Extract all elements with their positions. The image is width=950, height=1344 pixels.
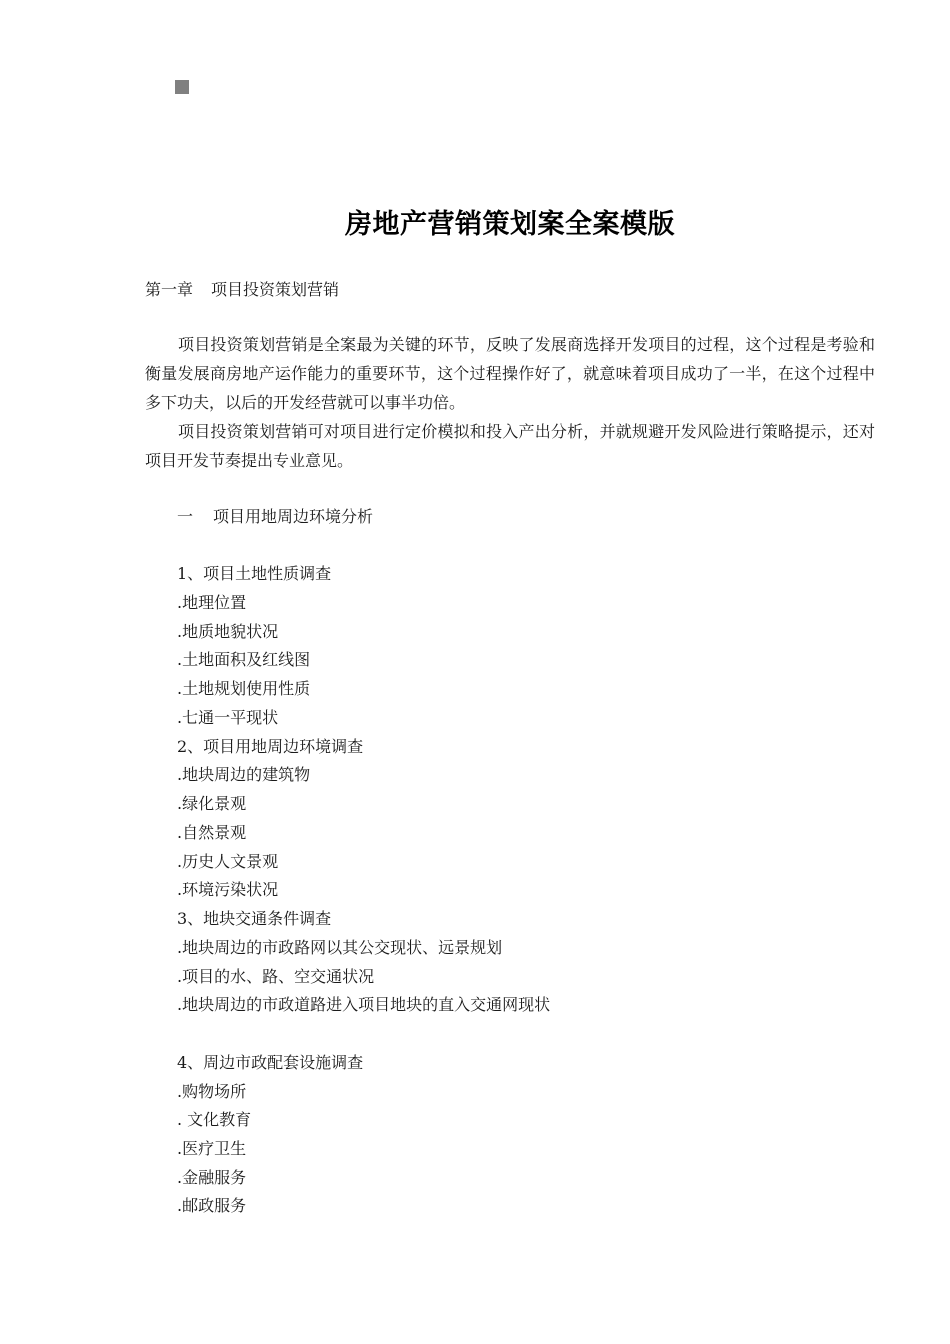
chapter-number: 第一章: [145, 280, 194, 299]
bullet-square-icon: [175, 80, 189, 94]
paragraph: 项目投资策划营销可对项目进行定价模拟和投入产出分析，并就规避开发风险进行策略提示，还对项目开发节奏提出专业意见。: [145, 422, 875, 470]
document-title: 房地产营销策划案全案模版: [345, 209, 675, 240]
list-item: .土地面积及红线图: [177, 650, 311, 669]
list-item: .历史人文景观: [177, 852, 279, 871]
list-item: .项目的水、路、空交通状况: [177, 967, 375, 986]
list-item: .购物场所: [177, 1082, 247, 1101]
chapter-heading: [145, 277, 339, 300]
list-item: .地块周边的建筑物: [177, 765, 311, 784]
list-item: .自然景观: [177, 823, 247, 842]
section-heading: [177, 507, 373, 527]
list-item: .医疗卫生: [177, 1139, 247, 1158]
list-item: .金融服务: [177, 1168, 247, 1187]
section-number: 一: [177, 507, 194, 526]
list-item: .邮政服务: [177, 1196, 247, 1215]
list-item: .地理位置: [177, 593, 247, 612]
section-name: 项目用地周边环境分析: [213, 507, 374, 526]
chapter-name: 项目投资策划营销: [211, 280, 340, 299]
list-item: .绿化景观: [177, 794, 247, 813]
list-item: .环境污染状况: [177, 880, 279, 899]
subsection-heading: 2、项目用地周边环境调查: [177, 737, 364, 756]
list-item: .土地规划使用性质: [177, 679, 311, 698]
paragraph: 项目投资策划营销是全案最为关键的环节，反映了发展商选择开发项目的过程，这个过程是考验和衡量发展商房地产运作能力的重要环节，这个过程操作好了，就意味着项目成功了一半，在这个过程中多下功夫，以后的开发经营就可以事半功倍。: [145, 335, 875, 412]
subsection-heading: 4、周边市政配套设施调查: [177, 1053, 364, 1072]
list-item: .地块周边的市政道路进入项目地块的直入交通网现状: [177, 995, 551, 1014]
list-item: .地块周边的市政路网以其公交现状、远景规划: [177, 938, 503, 957]
list-item: . 文化教育: [177, 1110, 252, 1129]
subsection-heading: 1、项目土地性质调查: [177, 564, 332, 583]
list-item: .地质地貌状况: [177, 622, 279, 641]
list-item: .七通一平现状: [177, 708, 279, 727]
subsection-heading: 3、地块交通条件调查: [177, 909, 332, 928]
